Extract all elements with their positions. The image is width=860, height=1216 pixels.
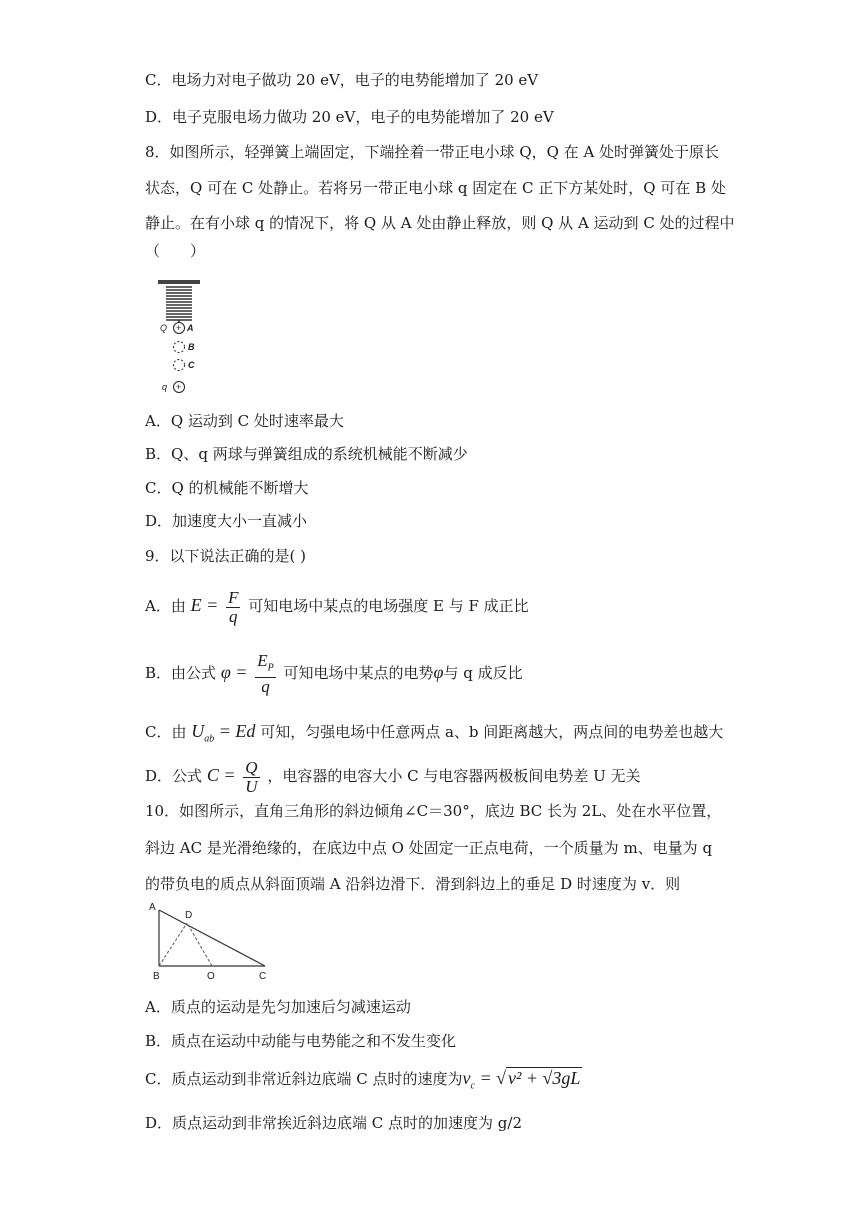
question-10-stem-line-3: 的带负电的质点从斜面顶端 A 沿斜边滑下．滑到斜边上的垂足 D 时速度为 v．则 <box>145 875 681 893</box>
label-A: A <box>187 323 194 333</box>
label-q: q <box>162 382 168 392</box>
question-8-stem-line-1: 8．如图所示，轻弹簧上端固定，下端拴着一带正电小球 Q，Q 在 A 处时弹簧处于原长 <box>145 143 720 161</box>
question-10-option-c <box>145 1066 582 1099</box>
label-Q: Q <box>160 323 168 333</box>
question-8-stem-line-2: 状态，Q 可在 C 处静止。若将另一带正电小球 q 固定在 C 正下方某处时，Q 可在 B 处 <box>145 179 726 197</box>
option-a-text: 可知电场中某点的电场强度 E 与 F 成正比 <box>248 597 529 615</box>
fraction-q-over-u <box>243 759 259 796</box>
radicand: v² + √3gL <box>508 1068 581 1088</box>
formula-u-ab: $U_{ab} = Ed$ <box>191 721 256 745</box>
denominator-u: U <box>245 776 258 796</box>
label-C: C <box>188 360 195 370</box>
hypotenuse-AC <box>159 910 265 966</box>
question-7-option-c: C．电场力对电子做功 20 eV，电子的电势能增加了 20 eV <box>145 71 539 89</box>
question-8-option-a: A．Q 运动到 C 处时速率最大 <box>145 412 344 430</box>
question-10-stem-line-1: 10．如图所示，直角三角形的斜边倾角∠C＝30°，底边 BC 长为 2L、处在水平位置， <box>145 802 722 820</box>
spring-ball-figure <box>152 278 212 398</box>
question-9-option-d <box>145 752 641 799</box>
position-B <box>174 342 185 353</box>
question-8-stem-line-3: 静止。在有小球 q 的情况下，将 Q 从 A 处由静止释放，则 Q 从 A 运动到 C 处的过程中 <box>145 214 735 232</box>
svg-text:+: + <box>176 323 182 333</box>
label-D: D <box>185 910 193 921</box>
option-b-tail: 与 q 成反比 <box>443 664 523 682</box>
label-O: O <box>207 971 215 980</box>
numerator-ep: $E_P$ <box>255 652 276 678</box>
option-c-text: 可知，匀强电场中任意两点 a、b 间距离越大，两点间的电势差也越大 <box>260 723 724 741</box>
label-B: B <box>188 342 195 352</box>
spring-ceiling <box>158 280 200 284</box>
question-8-answer-brackets: （ ） <box>145 242 206 260</box>
formula-phi-equals: φ = <box>220 662 248 682</box>
symbol-phi: φ <box>433 662 444 682</box>
question-8-option-b: B．Q、q 两球与弹簧组成的系统机械能不断减少 <box>145 445 468 463</box>
spring-coil <box>166 287 192 323</box>
option-a-prefix: A．由 <box>145 597 186 615</box>
question-9-stem: 9．以下说法正确的是( ) <box>145 547 307 565</box>
fraction-ep-over-q <box>255 652 276 696</box>
question-9-option-a <box>145 582 529 629</box>
denominator-q: q <box>229 606 238 626</box>
label-B: B <box>153 971 160 980</box>
position-C <box>174 360 185 371</box>
svg-text:+: + <box>176 382 182 392</box>
question-8-option-c: C．Q 的机械能不断增大 <box>145 479 309 497</box>
option-c-text: C．质点运动到非常近斜边底端 C 点时的速度为 <box>145 1070 463 1088</box>
right-triangle-figure <box>145 898 275 980</box>
question-9-option-c <box>145 720 723 751</box>
denominator-q: q <box>261 677 270 697</box>
option-d-text: ，电容器的电容大小 C 与电容器两极板间电势差 U 无关 <box>267 767 641 785</box>
option-d-prefix: D．公式 <box>145 767 203 785</box>
option-b-text: 可知电场中某点的电势 <box>283 664 434 682</box>
dashed-OD <box>187 923 212 966</box>
question-10-option-d: D．质点运动到非常挨近斜边底端 C 点时的加速度为 g/2 <box>145 1114 523 1132</box>
question-10-stem-line-2: 斜边 AC 是光滑绝缘的，在底边中点 O 处固定一正点电荷，一个质量为 m、电量为 q <box>145 839 713 857</box>
dashed-BD <box>159 923 187 966</box>
label-A: A <box>149 902 156 913</box>
formula-e-equals: E = <box>190 595 219 615</box>
numerator-q: Q <box>245 757 258 777</box>
numerator-f: F <box>228 587 239 607</box>
question-9-option-b <box>145 649 523 696</box>
formula-vc: $v_c$ = √ v² + √3gL <box>462 1068 581 1092</box>
formula-c-equals: C = <box>206 765 236 785</box>
question-8-option-d: D．加速度大小一直减小 <box>145 512 308 530</box>
fraction-f-over-q <box>226 589 240 626</box>
label-C: C <box>259 971 267 980</box>
question-10-option-b: B．质点在运动中动能与电势能之和不发生变化 <box>145 1032 457 1050</box>
option-b-prefix: B．由公式 <box>145 664 217 682</box>
question-10-option-a: A．质点的运动是先匀加速后匀减速运动 <box>145 998 411 1016</box>
question-7-option-d: D．电子克服电场力做功 20 eV，电子的电势能增加了 20 eV <box>145 108 554 126</box>
option-c-prefix: C．由 <box>145 723 187 741</box>
